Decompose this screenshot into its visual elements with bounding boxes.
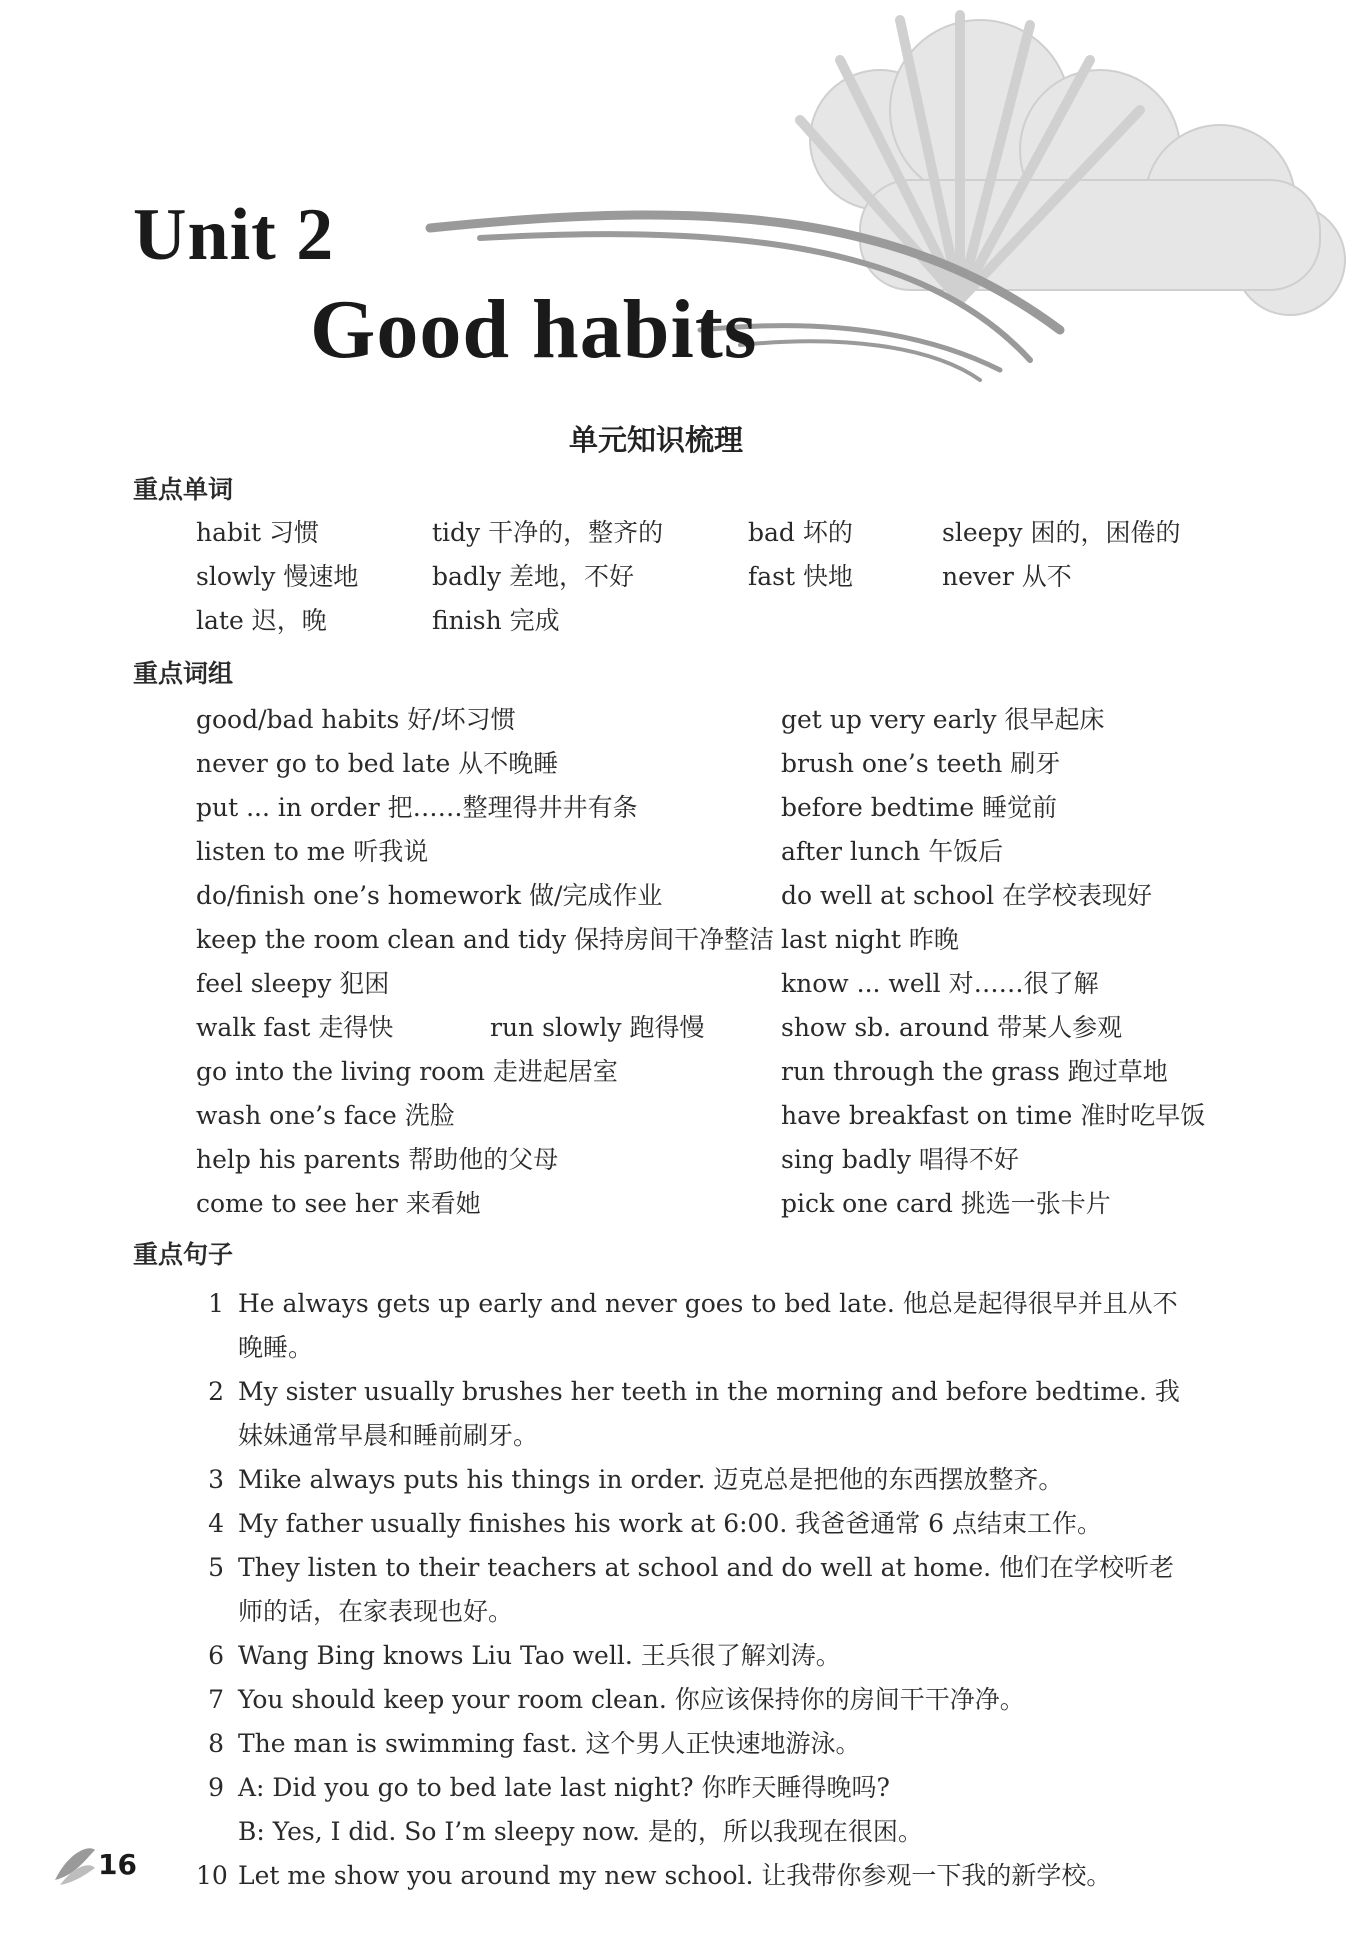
sentence-number: 5 — [208, 1553, 224, 1582]
phrase-left: wash one’s face 洗脸 — [196, 1101, 455, 1130]
phrase-row — [0, 700, 1105, 744]
sentence-item — [196, 1546, 1196, 1634]
phrase-left: put ... in order 把……整理得井井有条 — [196, 793, 638, 822]
vocab-item: badly 差地，不好 — [432, 562, 634, 591]
key-phrases-list — [0, 700, 1206, 1228]
vocab-item: finish 完成 — [432, 606, 560, 635]
vocab-item: late 迟，晚 — [196, 606, 327, 635]
sentence-number: 2 — [208, 1377, 224, 1406]
phrase-right: brush one’s teeth 刷牙 — [781, 749, 1061, 778]
sentence-number: 10 — [196, 1861, 228, 1890]
sentence-item — [196, 1502, 1196, 1546]
vocab-item: bad 坏的 — [748, 518, 853, 547]
key-sentences-list — [196, 1282, 1196, 1898]
phrase-right: before bedtime 睡觉前 — [781, 793, 1058, 822]
phrase-right: have breakfast on time 准时吃早饭 — [781, 1101, 1206, 1130]
key-sentences-heading: 重点句子 — [133, 1240, 234, 1269]
phrase-row — [0, 1052, 1168, 1096]
sentence-number: 6 — [208, 1641, 224, 1670]
vocab-item: tidy 干净的，整齐的 — [432, 518, 664, 547]
phrase-left: good/bad habits 好/坏习惯 — [196, 705, 516, 734]
vocab-item: never 从不 — [942, 562, 1072, 591]
sentence-text: A: Did you go to bed late last night? 你昨天睡得晚吗? — [238, 1773, 890, 1802]
sentence-text-answer: B: Yes, I did. So I’m sleepy now. 是的，所以我现在很困。 — [238, 1817, 923, 1846]
phrase-left: walk fast 走得快 — [196, 1013, 394, 1042]
sentence-text: The man is swimming fast. 这个男人正快速地游泳。 — [238, 1729, 861, 1758]
phrase-right: show sb. around 带某人参观 — [781, 1013, 1123, 1042]
sentence-number: 7 — [208, 1685, 224, 1714]
sentence-number: 3 — [208, 1465, 224, 1494]
vocab-row — [196, 601, 1206, 645]
phrase-row — [0, 964, 1100, 1008]
phrase-right: pick one card 挑选一张卡片 — [781, 1189, 1111, 1218]
phrase-row — [0, 1140, 1100, 1184]
section-title: 单元知识梳理 — [568, 423, 743, 457]
sentence-number: 1 — [208, 1289, 224, 1318]
phrase-left: do/finish one’s homework 做/完成作业 — [196, 881, 663, 910]
phrase-left: listen to me 听我说 — [196, 837, 429, 866]
phrase-row — [0, 832, 1100, 876]
sentence-item — [196, 1766, 1196, 1854]
sentence-text: Mike always puts his things in order. 迈克总是把他的东西摆放整齐。 — [238, 1465, 1064, 1494]
unit-label: Unit 2 — [133, 194, 335, 276]
vocab-row — [196, 513, 1206, 557]
unit-title: Good habits — [310, 283, 758, 376]
phrase-right: know ... well 对……很了解 — [781, 969, 1099, 998]
sentence-item — [196, 1678, 1196, 1722]
phrase-left: help his parents 帮助他的父母 — [196, 1145, 559, 1174]
sentence-item — [196, 1634, 1196, 1678]
sentence-item — [196, 1458, 1196, 1502]
vocab-item: fast 快地 — [748, 562, 853, 591]
vocab-item: sleepy 困的，困倦的 — [942, 518, 1181, 547]
sentence-item — [196, 1282, 1196, 1370]
phrase-right: last night 昨晚 — [781, 925, 959, 954]
sentence-text: They listen to their teachers at school and do well at home. 他们在学校听老师的话，在家表现也好。 — [238, 1553, 1175, 1626]
phrase-left: go into the living room 走进起居室 — [196, 1057, 618, 1086]
phrase-right: after lunch 午饭后 — [781, 837, 1004, 866]
phrase-left-2: run slowly 跑得慢 — [490, 1013, 705, 1042]
vocab-row — [196, 557, 1206, 601]
phrase-right: sing badly 唱得不好 — [781, 1145, 1019, 1174]
sentence-text: Let me show you around my new school. 让我带你参观一下我的新学校。 — [238, 1861, 1112, 1890]
phrase-row — [0, 788, 1100, 832]
sentence-text: You should keep your room clean. 你应该保持你的房间干干净净。 — [238, 1685, 1025, 1714]
phrase-left: never go to bed late 从不晚睡 — [196, 749, 559, 778]
sentence-number: 8 — [208, 1729, 224, 1758]
phrase-row — [0, 920, 1100, 964]
page-number: 16 — [98, 1848, 137, 1881]
phrase-left: keep the room clean and tidy 保持房间干净整洁 — [196, 925, 775, 954]
phrase-right: do well at school 在学校表现好 — [781, 881, 1153, 910]
sentence-item — [196, 1854, 1196, 1898]
key-words-list — [196, 513, 1206, 645]
phrase-row — [0, 1008, 1123, 1052]
phrase-row — [0, 744, 1100, 788]
sentence-text: Wang Bing knows Liu Tao well. 王兵很了解刘涛。 — [238, 1641, 841, 1670]
vocab-item: habit 习惯 — [196, 518, 319, 547]
sentence-text: My father usually finishes his work at 6:00. 我爸爸通常 6 点结束工作。 — [238, 1509, 1103, 1538]
sentence-text: He always gets up early and never goes to bed late. 他总是起得很早并且从不晚睡。 — [238, 1289, 1178, 1362]
phrase-row — [0, 1096, 1206, 1140]
phrase-right: run through the grass 跑过草地 — [781, 1057, 1168, 1086]
phrase-left: feel sleepy 犯困 — [196, 969, 390, 998]
phrase-right: get up very early 很早起床 — [781, 705, 1105, 734]
phrase-row — [0, 876, 1153, 920]
phrase-left: come to see her 来看她 — [196, 1189, 481, 1218]
key-phrases-heading: 重点词组 — [133, 659, 234, 688]
sentence-item — [196, 1722, 1196, 1766]
sentence-number: 9 — [208, 1773, 224, 1802]
sentence-text: My sister usually brushes her teeth in the morning and before bedtime. 我妹妹通常早晨和睡前刷牙。 — [238, 1377, 1180, 1450]
sentence-number: 4 — [208, 1509, 224, 1538]
phrase-row — [0, 1184, 1111, 1228]
vocab-item: slowly 慢速地 — [196, 562, 359, 591]
key-words-heading: 重点单词 — [133, 475, 234, 504]
sentence-item — [196, 1370, 1196, 1458]
